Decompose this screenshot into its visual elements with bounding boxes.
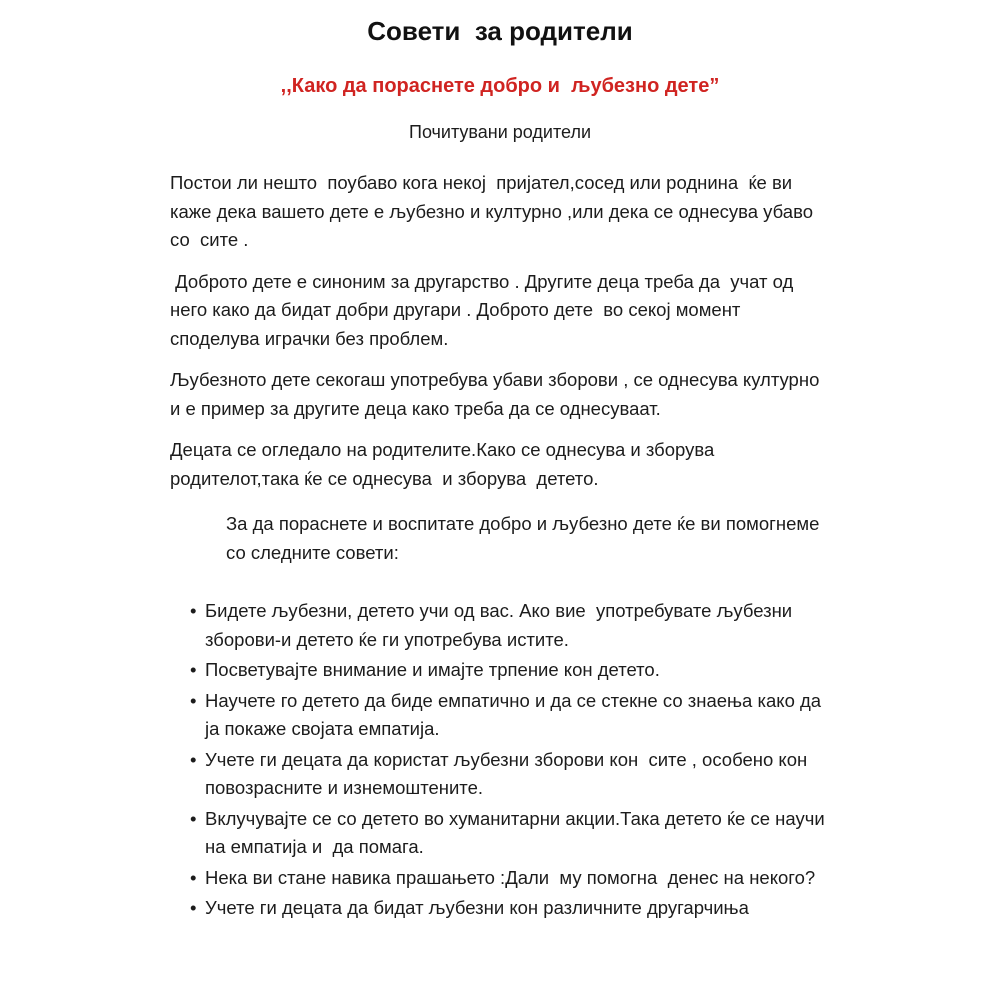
advice-intro: За да пораснете и воспитате добро и љубезно дете ќе ви помогнеме со следните совети: — [226, 513, 825, 563]
salutation-line: Почитувани родители — [409, 122, 591, 142]
document-title: Совети за родители — [367, 16, 633, 46]
paragraph-2: Доброто дете е синоним за другарство . Другите деца треба да учат од него како да бидат добри другари . Доброто дете во секој момент споделува играчки без проблем. — [170, 270, 799, 349]
paragraph-4: Децата се огледало на родителите.Како се однесува и зборува родителот,така ќе се однесува и зборува детето. — [170, 439, 720, 489]
document-subtitle: ,,Како да пораснете добро и љубезно дете” — [280, 75, 720, 97]
document-body — [170, 169, 832, 923]
paragraph-3: Љубезното дете секогаш употребува убави зборови , се однесува културно и е пример за другите деца како треба да се однесуваат. — [170, 369, 830, 419]
paragraph-1: Постои ли нешто поубаво кога некој пријател,сосед или роднина ќе ви каже дека вашето дете е љубезно и културно ,или дека се однесува убаво со сите . — [170, 172, 819, 250]
list-item: • Вклучувајте се со детето во хуманитарни акции.Така детето ќе се научи на емпатија и да помага. — [190, 805, 832, 862]
list-item: • Учете ги децата да користат љубезни зборови кон сите , особено кон повозрасните и изнемоштените. — [190, 746, 832, 803]
list-item: • Посветувајте внимание и имајте трпение кон детето. — [190, 656, 832, 685]
advice-list — [190, 597, 832, 923]
list-item: • Бидете љубезни, детето учи од вас. Ако вие употребувате љубезни зборови-и детето ќе ги употребува истите. — [190, 597, 832, 654]
list-item: • Учете ги децата да бидат љубезни кон различните другарчиња — [190, 894, 832, 923]
list-item: • Научете го детето да биде емпатично и да се стекне со знаења како да ја покаже својата емпатија. — [190, 687, 832, 744]
list-item: • Нека ви стане навика прашањето :Дали му помогна денес на некого? — [190, 864, 832, 893]
